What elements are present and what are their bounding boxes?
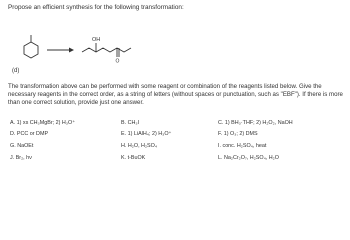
reaction-arrow bbox=[47, 48, 74, 53]
reagent-b: B. CH₃I bbox=[121, 120, 140, 126]
reagent-i: I. conc. H₂SO₄, heat bbox=[218, 143, 267, 149]
reagent-l: L. Na₂Cr₂O₇, H₂SO₄, H₂O bbox=[218, 155, 279, 161]
product-molecule bbox=[82, 43, 131, 57]
hydroxyl-label: OH bbox=[92, 37, 101, 43]
instructions-text: The transformation above can be performed with some reagent or combination of the reagents listed below. Give the necessary reagents in the correct order, as a string of letters (without spaces or punctuation, such as "EBF"). If there is more than one correct solution, provide just one answer. bbox=[8, 83, 343, 106]
reagent-c: C. 1) BH₃·THF; 2) H₂O₂, NaOH bbox=[218, 120, 293, 126]
part-label: (d) bbox=[12, 68, 20, 74]
reagent-k: K. t-BuOK bbox=[121, 155, 146, 161]
starting-material bbox=[24, 35, 38, 58]
question-prompt: Propose an efficient synthesis for the following transformation: bbox=[8, 4, 184, 11]
reagent-a: A. 1) xs CH₃MgBr; 2) H₃O⁺ bbox=[10, 120, 76, 126]
carbonyl-oxygen-label: O bbox=[115, 58, 120, 65]
reagent-f: F. 1) O₃; 2) DMS bbox=[218, 131, 258, 137]
reagent-h: H. H₂O, H₂SO₄ bbox=[121, 143, 158, 149]
reagent-e: E. 1) LiAlH₄; 2) H₃O⁺ bbox=[121, 131, 172, 137]
reagent-g: G. NaOEt bbox=[10, 143, 34, 149]
reagent-d: D. PCC or DMP bbox=[10, 131, 49, 137]
reaction-scheme bbox=[0, 14, 350, 78]
reagent-j: J. Br₂, hν bbox=[10, 155, 32, 161]
